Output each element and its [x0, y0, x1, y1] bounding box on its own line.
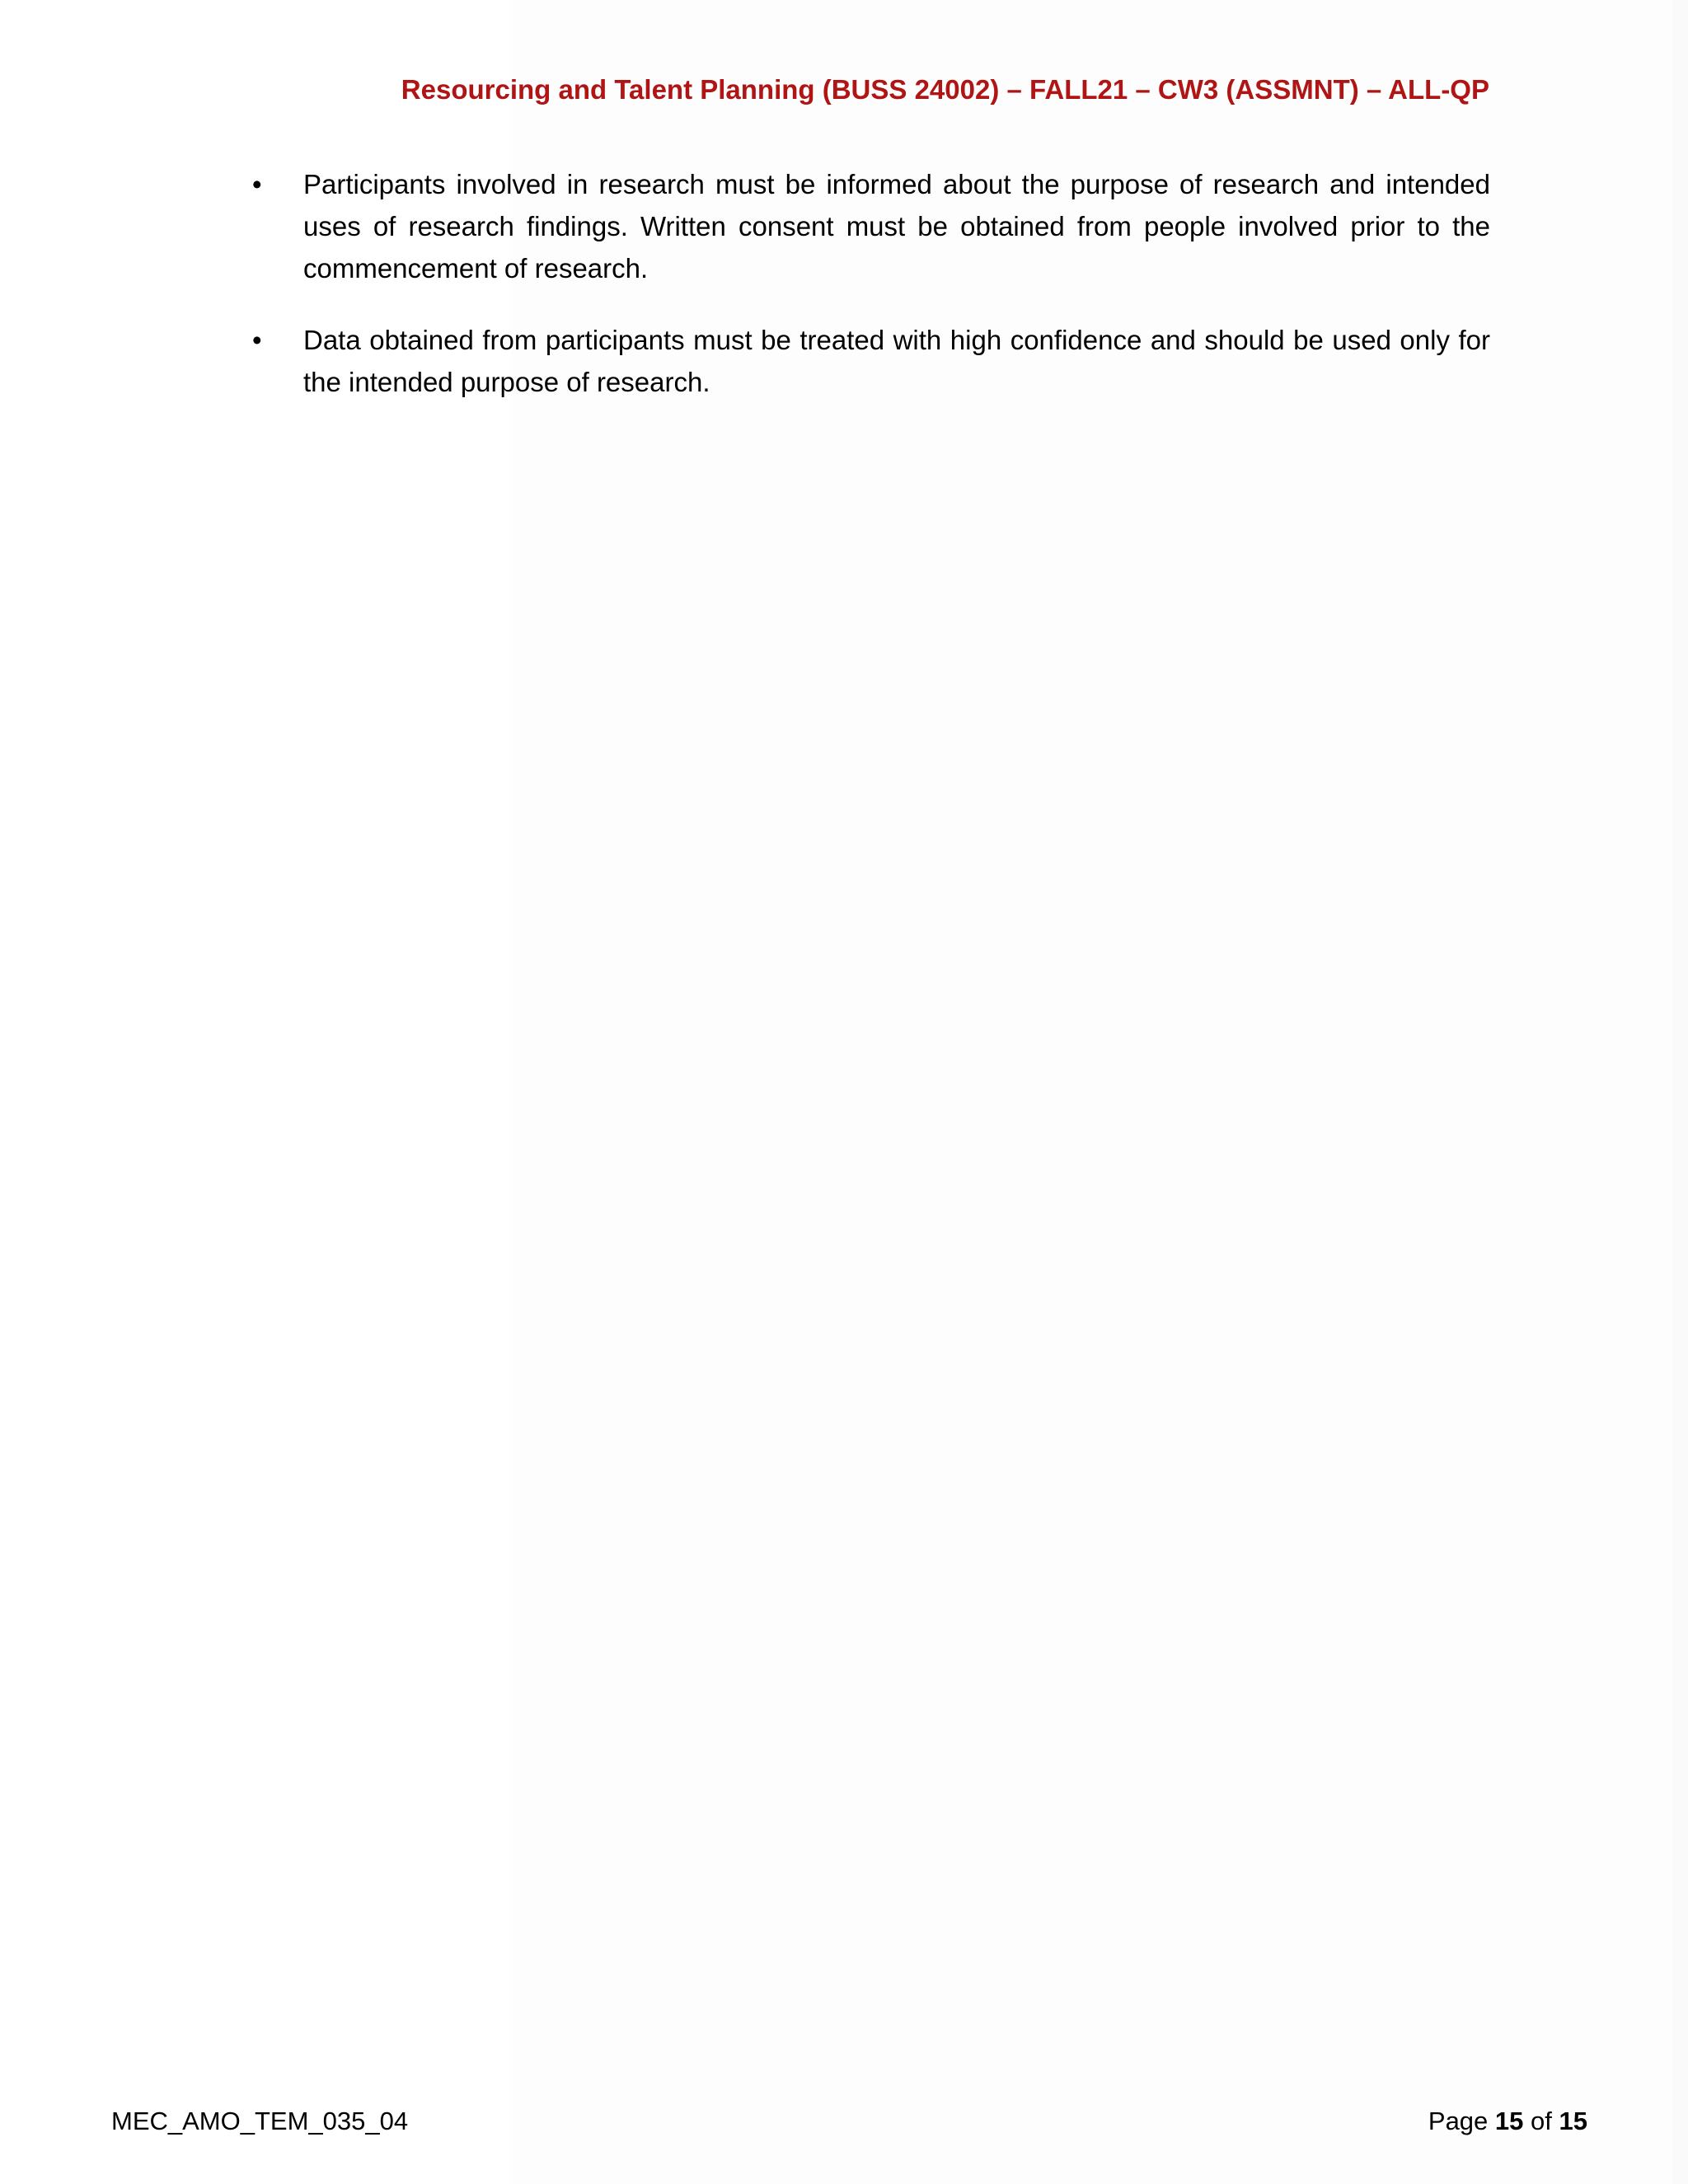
bullet-text: Participants involved in research must be informed about the purpose of research and intended uses of research findings. Written consent must be obtained from people involved prior to the commencement of research.: [303, 169, 1490, 284]
bullet-list: [252, 163, 1490, 433]
bullet-text: Data obtained from participants must be treated with high confidence and should be used only for the intended purpose of research.: [303, 325, 1490, 397]
page-total: 15: [1559, 2107, 1587, 2135]
page-current: 15: [1494, 2107, 1524, 2135]
footer-doc-code: MEC_AMO_TEM_035_04: [111, 2107, 409, 2135]
page-prefix: Page: [1428, 2107, 1489, 2135]
bullet-icon: •: [252, 169, 262, 199]
bullet-icon: •: [252, 325, 262, 355]
page-header-title: Resourcing and Talent Planning (BUSS 24002) – FALL21 – CW3 (ASSMNT) – ALL-QP: [401, 74, 1489, 105]
list-item: [252, 319, 1490, 403]
page-of: of: [1531, 2107, 1552, 2135]
page-edge: [1673, 0, 1688, 2184]
footer-page-number: [1428, 2107, 1587, 2136]
list-item: [252, 163, 1490, 289]
